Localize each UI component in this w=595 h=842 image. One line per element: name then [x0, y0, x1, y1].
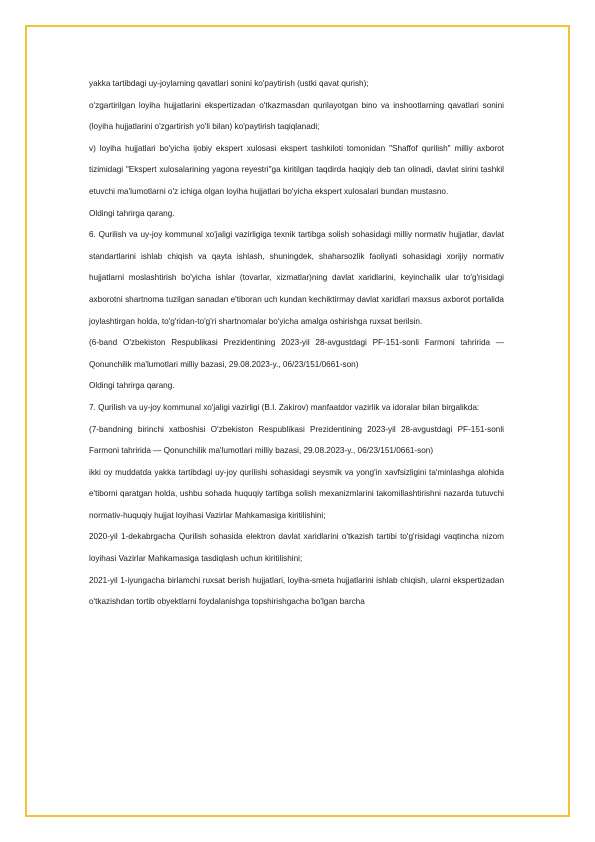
paragraph-procurement-regulation: 2020-yil 1-dekabrgacha Qurilish sohasida elektron davlat xaridlarini o'tkazish tartibi to'g'risidagi vaqtincha nizom loyihasi Vazirlar Mahkamasiga tasdiqlash uchun kiritilishini;: [89, 532, 504, 564]
paragraph-expert-conclusion: v) loyiha hujjatlari bo'yicha ijobiy ekspert xulosasi ekspert tashkiloti tomonidan "Shaffof qurilish" milliy axborot tizimidagi "Ekspert xulosalarining yagona reyestri"ga kiritilgan taqdirda haqiqiy deb tan olinadi, davlat sirini tashkil etuvchi ma'lumotlarni o'z ichiga olgan loyiha hujjatlari bo'yicha ekspert xulosalari bundan mustasno.: [89, 143, 504, 196]
paragraph-permits-deadline: 2021-yil 1-iyungacha birlamchi ruxsat berish hujjatlari, loyiha-smeta hujjatlarini ishlab chiqish, ularni ekspertizadan o'tkazishdan tortib obyektlarni foydalanishga topshirishgacha bo'lgan barcha: [89, 575, 504, 607]
paragraph-item-6-edition-note: (6-band O'zbekiston Respublikasi Prezidentining 2023-yil 28-avgustdagi PF-151-sonli Farmoni tahririda — Qonunchilik ma'lumotlari milliy bazasi, 29.08.2023-y., 06/23/151/0661-son): [89, 338, 504, 369]
document-body: [89, 73, 504, 613]
previous-edition-link[interactable]: Oldingi tahrirga qarang.: [89, 381, 175, 391]
paragraph-seismic-safety: ikki oy muddatda yakka tartibdagi uy-joy qurilishi sohasidagi seysmik va yong'in xavfsizligini ta'minlashga alohida e'tiborni qaratgan holda, ushbu sohada huquqiy tartibga solish mexanizmlarini takomillashtirishni nazarda tutuvchi normativ-huquqiy hujjat loyihasi Vazirlar Mahkamasiga kiritilishini;: [89, 467, 504, 520]
paragraph-upper-floor: yakka tartibdagi uy-joylarning qavatlari sonini ko'paytirish (ustki qavat qurish);: [89, 79, 369, 88]
previous-edition-link[interactable]: Oldingi tahrirga qarang.: [89, 208, 175, 218]
paragraph-item-7: 7. Qurilish va uy-joy kommunal xo'jaligi vazirligi (B.I. Zakirov) manfaatdor vazirlik va idoralar bilan birgalikda:: [89, 402, 480, 412]
paragraph-item-6: 6. Qurilish va uy-joy kommunal xo'jaligi vazirligiga texnik tartibga solish sohasidagi milliy normativ hujjatlar, davlat standartlarini ishlab chiqish va qayta ishlash, shuningdek, shaharsozlik faoliyati sohasidagi xorijiy normativ hujjatlarni moslashtirish bo'yicha ishlar (tovarlar, xizmatlar)ning davlat xaridlarini, keyinchalik ular to'g'risidagi axborotni shartnoma tuzilgan sanadan e'tiboran uch kundan kechiktirmay davlat xaridlari maxsus axborot portalida joylashtirgan holda, to'g'ridan-to'g'ri shartnomalar bo'yicha amalga oshirishga ruxsat berilsin.: [89, 230, 504, 326]
paragraph-floor-ban: o'zgartirilgan loyiha hujjatlarini ekspertizadan o'tkazmasdan qurilayotgan bino va inshootlarning qavatlari sonini (loyiha hujjatlarini o'zgartirish yo'li bilan) ko'paytirish taqiqlanadi;: [89, 100, 504, 132]
paragraph-item-7-edition-note: (7-bandning birinchi xatboshisi O'zbekiston Respublikasi Prezidentining 2023-yil 28-avgustdagi PF-151-sonli Farmoni tahririda — Qonunchilik ma'lumotlari milliy bazasi, 29.08.2023-y., 06/23/151/0661-son): [89, 424, 504, 456]
